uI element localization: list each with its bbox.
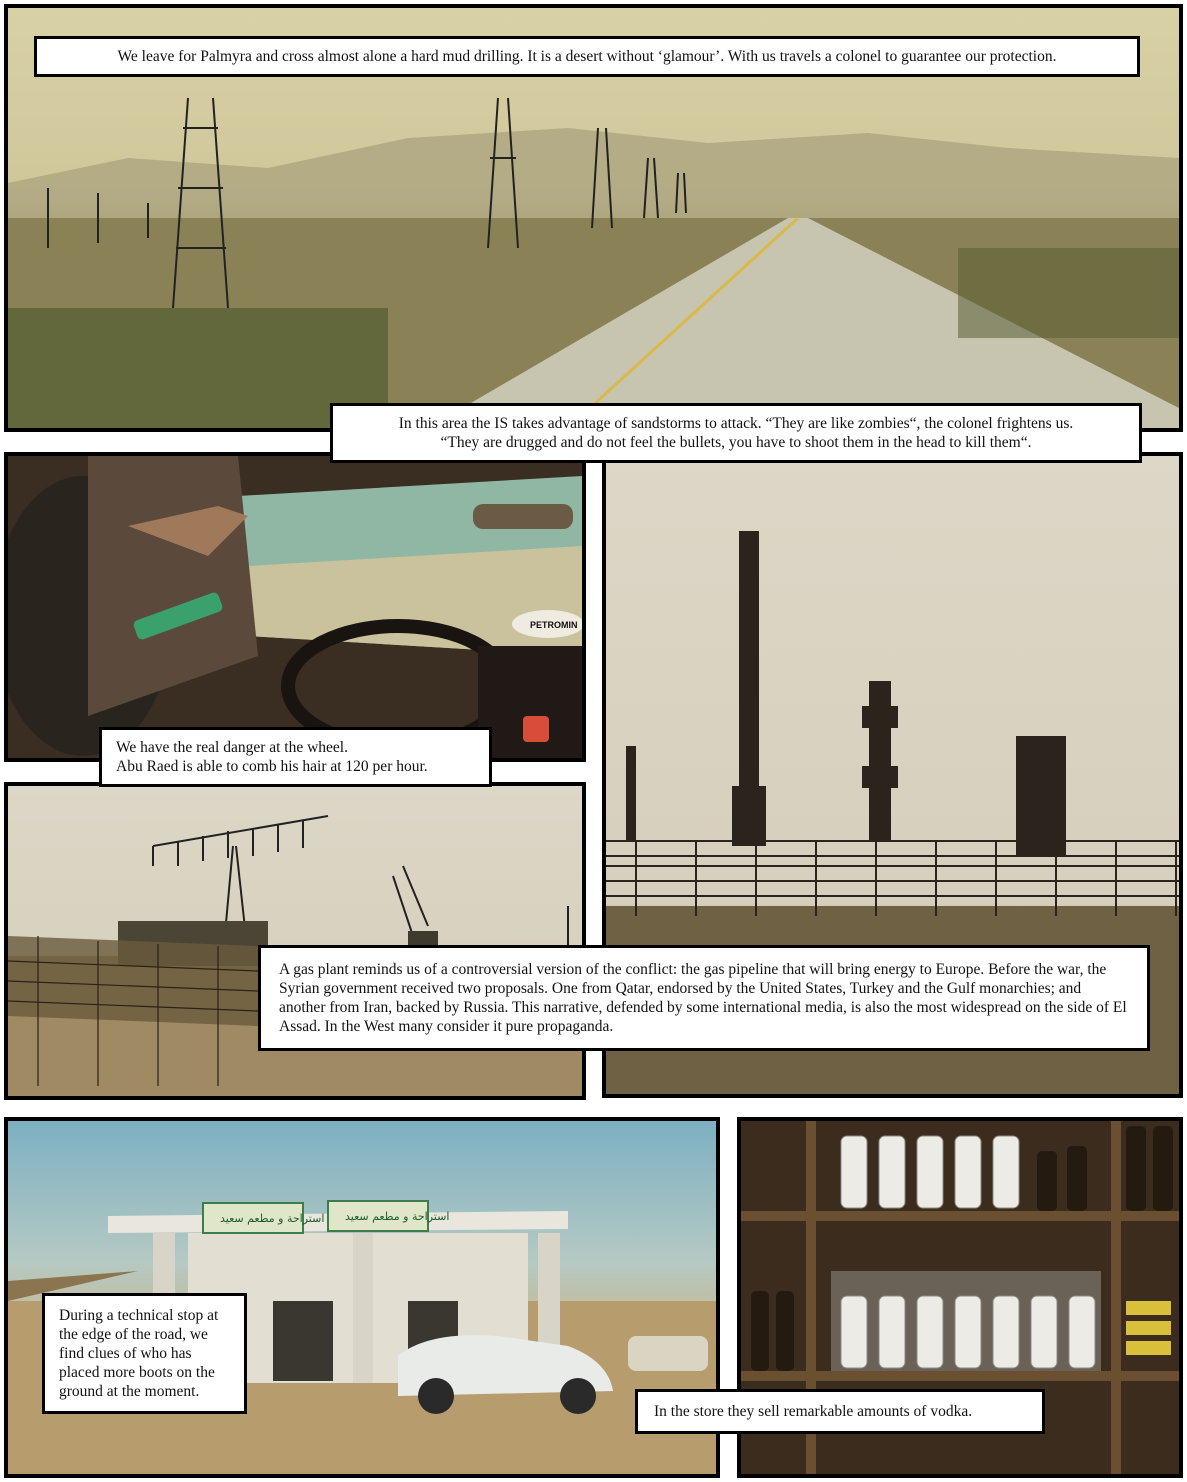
road-caption-top: [34, 36, 1140, 77]
car-panel: [4, 452, 586, 762]
road-caption-bottom: [330, 403, 1142, 463]
car-caption-line2: Abu Raed is able to comb his hair at 120 per hour.: [116, 758, 428, 775]
station-caption-text: During a technical stop at the edge of the road, we find clues of who has placed more boots on the ground at the moment.: [59, 1307, 219, 1400]
military-panel: [4, 782, 586, 1100]
station-sign-right-text: استراحة و مطعم سعيد: [345, 1210, 450, 1223]
station-caption: [42, 1293, 247, 1414]
station-sign-left-text: استراحة و مطعم سعيد: [220, 1212, 325, 1225]
road-caption-bottom-line1: In this area the IS takes advantage of sandstorms to attack. “They are like zombies“, the colonel frightens us.: [398, 415, 1074, 432]
car-caption: [99, 727, 492, 787]
sticker-text: PETROMIN: [530, 620, 578, 630]
gas-plant-caption-text: A gas plant reminds us of a controversial version of the conflict: the gas pipeline that will bring energy to Europe. Before the war, the Syrian government received two proposals. One from Qatar, endorsed by the United States, Turkey and the Gulf monarchies; and another from Iran, backed by Russia. This narrative, defended by some international media, is also the most widespread on the side of El Assad. In the West many consider it pure propaganda.: [279, 961, 1127, 1035]
gas-plant-caption: [258, 945, 1150, 1051]
store-caption-text: In the store they sell remarkable amounts of vodka.: [654, 1403, 973, 1420]
road-caption-top-text: We leave for Palmyra and cross almost alone a hard mud drilling. It is a desert without ‘glamour’. With us travels a colonel to guarantee our protection.: [117, 48, 1057, 65]
car-caption-line1: We have the real danger at the wheel.: [116, 739, 348, 756]
car-scene: [8, 456, 582, 758]
store-caption: [635, 1389, 1045, 1434]
road-caption-bottom-line2: “They are drugged and do not feel the bullets, you have to shoot them in the head to kill them“.: [440, 434, 1032, 451]
